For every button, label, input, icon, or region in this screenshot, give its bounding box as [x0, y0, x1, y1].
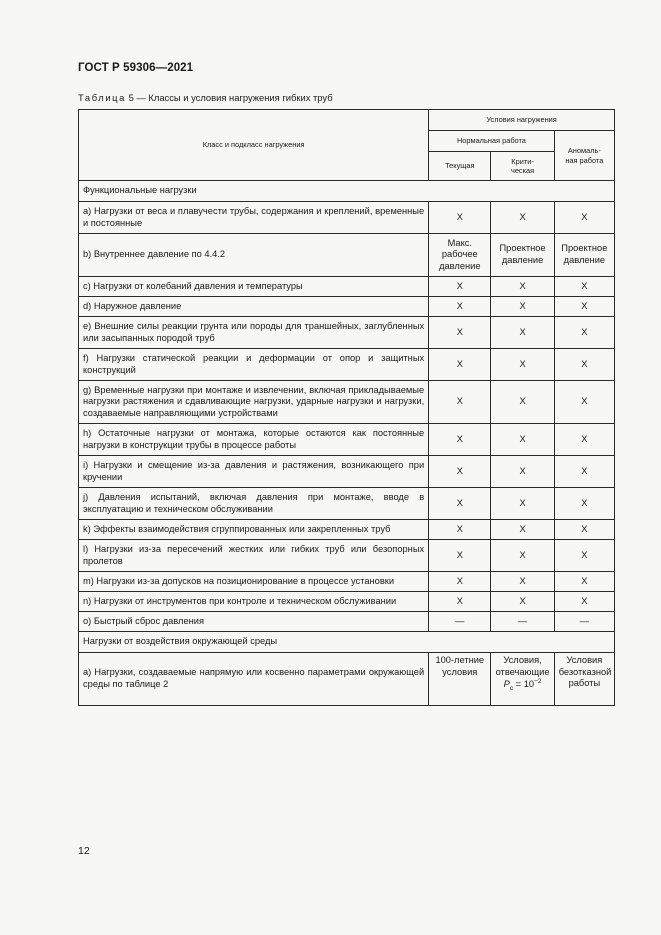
table-row — [79, 277, 615, 297]
p-symbol: P — [503, 679, 510, 690]
row-label: o) Быстрый сброс давления — [79, 612, 429, 632]
row-label: f) Нагрузки статической реакции и деформации от опор и защитных конструкций — [79, 349, 429, 381]
caption-label: Таблица — [78, 92, 126, 103]
cell-abnormal: X — [554, 424, 614, 456]
header-class: Класс и подкласс нагружения — [79, 110, 429, 181]
cell-current: X — [429, 572, 491, 592]
cell-current: 100-летние условия — [429, 653, 491, 706]
cell-abnormal: X — [554, 202, 614, 234]
cell-current: X — [429, 297, 491, 317]
cell-abnormal: X — [554, 317, 614, 349]
table-row — [79, 488, 615, 520]
cell-current: X — [429, 381, 491, 424]
cell-abnormal: Проектное давление — [554, 234, 614, 277]
caption-number: 5 — [128, 92, 134, 103]
document-code: ГОСТ Р 59306—2021 — [78, 62, 194, 74]
row-label: e) Внешние силы реакции грунта или породы для траншейных, заглубленных или засыпанных породой труб — [79, 317, 429, 349]
cell-critical: X — [491, 540, 554, 572]
cell-critical: X — [491, 456, 554, 488]
row-label: j) Давления испытаний, включая давления при монтаже, вводе в эксплуатацию и техническом обслуживании — [79, 488, 429, 520]
cell-critical: X — [491, 349, 554, 381]
page-number: 12 — [78, 845, 90, 857]
cell-abnormal: — — [554, 612, 614, 632]
cell-current: X — [429, 349, 491, 381]
cell-current: X — [429, 456, 491, 488]
table-row — [79, 317, 615, 349]
table-row — [79, 520, 615, 540]
cell-abnormal: X — [554, 297, 614, 317]
row-label: i) Нагрузки и смещение из-за давления и растяжения, возникающего при кручении — [79, 456, 429, 488]
cell-abnormal: X — [554, 456, 614, 488]
row-label: a) Нагрузки от веса и плавучести трубы, содержания и креплений, временные и постоянные — [79, 202, 429, 234]
cell-abnormal: X — [554, 540, 614, 572]
cell-current: — — [429, 612, 491, 632]
row-label: m) Нагрузки из-за допусков на позиционирование в процессе установки — [79, 572, 429, 592]
p-subscript: c — [509, 685, 514, 693]
cell-critical: X — [491, 277, 554, 297]
cell-current: X — [429, 202, 491, 234]
table-row — [79, 540, 615, 572]
table-caption — [78, 92, 333, 103]
row-label: k) Эффекты взаимодействия сгруппированных или закрепленных труб — [79, 520, 429, 540]
cell-critical: X — [491, 381, 554, 424]
cell-critical — [491, 653, 554, 706]
table-row — [79, 572, 615, 592]
cell-critical: X — [491, 297, 554, 317]
cell-abnormal: X — [554, 349, 614, 381]
cell-critical: X — [491, 488, 554, 520]
cell-current: X — [429, 592, 491, 612]
table-row — [79, 424, 615, 456]
cell-critical: X — [491, 202, 554, 234]
cell-critical: X — [491, 424, 554, 456]
table-row — [79, 381, 615, 424]
cell-critical: X — [491, 592, 554, 612]
table-row — [79, 234, 615, 277]
cell-abnormal: X — [554, 520, 614, 540]
caption-text: — Классы и условия нагружения гибких труб — [133, 92, 333, 103]
header-abnormal: Аномаль- ная работа — [554, 131, 614, 181]
header-normal: Нормальная работа — [429, 131, 555, 152]
cell-current: X — [429, 540, 491, 572]
p-equals: = 10 — [513, 679, 535, 690]
table-row — [79, 456, 615, 488]
cell-abnormal: Условия безотказной работы — [554, 653, 614, 706]
row-label: d) Наружное давление — [79, 297, 429, 317]
header-conditions: Условия нагружения — [429, 110, 615, 131]
table-row — [79, 653, 615, 706]
table-row — [79, 592, 615, 612]
section-row — [79, 181, 615, 202]
cell-current: Макс. рабочее давление — [429, 234, 491, 277]
cell-critical: X — [491, 520, 554, 540]
section-title: Функциональные нагрузки — [79, 181, 615, 202]
row-label: l) Нагрузки из-за пересечений жестких или гибких труб или безопорных пролетов — [79, 540, 429, 572]
cell-critical: Проектное давление — [491, 234, 554, 277]
cell-current: X — [429, 488, 491, 520]
cell-current: X — [429, 317, 491, 349]
section-title: Нагрузки от воздействия окружающей среды — [79, 632, 615, 653]
row-label: n) Нагрузки от инструментов при контроле и техническом обслуживании — [79, 592, 429, 612]
cell-current: X — [429, 520, 491, 540]
cell-current: X — [429, 424, 491, 456]
cell-critical: — — [491, 612, 554, 632]
row-label: c) Нагрузки от колебаний давления и температуры — [79, 277, 429, 297]
row-label: g) Временные нагрузки при монтаже и извлечении, включая прикладываемые нагрузки растяжения и сдавливающие нагрузки, ударные нагрузки и нагрузки, создаваемые направляющими устройствами — [79, 381, 429, 424]
header-current: Текущая — [429, 152, 491, 181]
cell-abnormal: X — [554, 277, 614, 297]
table-row — [79, 349, 615, 381]
cell-critical: X — [491, 317, 554, 349]
cell-critical: X — [491, 572, 554, 592]
cell-critical-text: Условия, отвечающие — [495, 655, 550, 677]
row-label: h) Остаточные нагрузки от монтажа, которые остаются как постоянные нагрузки в конструкции трубы в процессе работы — [79, 424, 429, 456]
loads-table — [78, 109, 615, 706]
cell-abnormal: X — [554, 381, 614, 424]
cell-current: X — [429, 277, 491, 297]
cell-abnormal: X — [554, 488, 614, 520]
p-exponent: −2 — [534, 678, 542, 686]
row-label: b) Внутреннее давление по 4.4.2 — [79, 234, 429, 277]
row-label: a) Нагрузки, создаваемые напрямую или косвенно параметрами окружающей среды по таблице 2 — [79, 653, 429, 706]
header-critical: Крити- ческая — [491, 152, 554, 181]
cell-abnormal: X — [554, 572, 614, 592]
section-row — [79, 632, 615, 653]
table-row — [79, 202, 615, 234]
table-row — [79, 297, 615, 317]
table-row — [79, 612, 615, 632]
cell-abnormal: X — [554, 592, 614, 612]
